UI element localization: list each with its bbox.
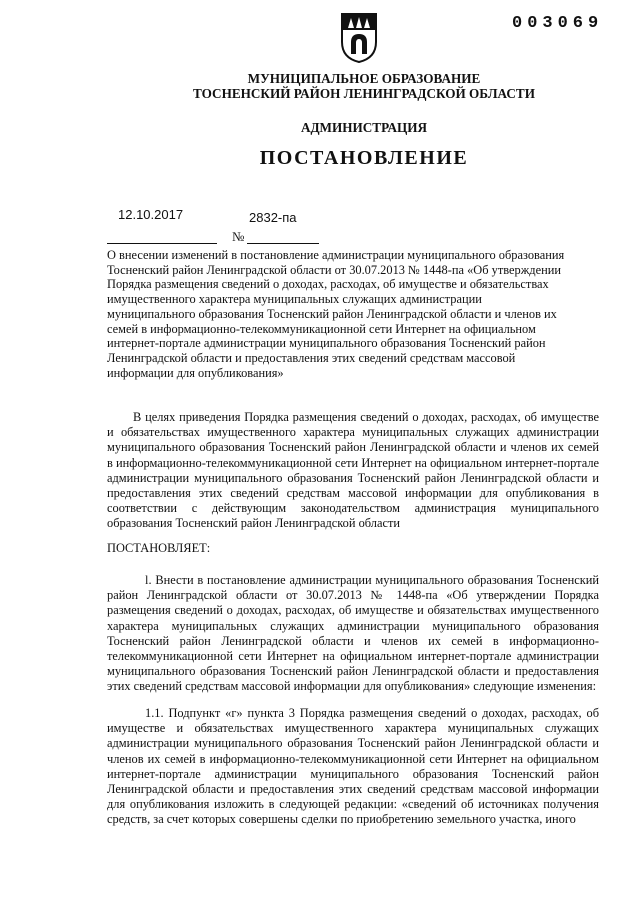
number-underline: [247, 243, 319, 244]
resolves-heading: ПОСТАНОВЛЯЕТ:: [107, 541, 211, 555]
date-underline: [107, 243, 217, 244]
municipality-title: МУНИЦИПАЛЬНОЕ ОБРАЗОВАНИЕ: [247, 71, 481, 86]
district-title: ТОСНЕНСКИЙ РАЙОН ЛЕНИНГРАДСКОЙ ОБЛАСТИ: [193, 86, 535, 101]
preamble-paragraph: В целях приведения Порядка размещения сведений о доходах, расходах, об имуществе и обязательствах имущественного характера муниципальных служащих администрации муниципального образования Тосненский район Ленинградской области и членов их семей в информационно-телекоммуникационной сети Интернет на официальном интернет-портале администрации муниципального образования Тосненский район Ленинградской области и предоставления этих сведений средствам массовой информации для опубликования в соответствии с действующим законодательством администрация муниципального образования Тосненский район Ленинградской области: [107, 410, 599, 531]
number-sign: №: [232, 229, 245, 244]
clause-1-1: 1.1. Подпункт «г» пункта 3 Порядка размещения сведений о доходах, расходах, об имуществе и обязательствах имущественного характера муниципальных служащих администрации муниципального образования Тосненский район Ленинградской области и членов их семей в информационно-телекоммуникационной сети Интернет на официальном интернет-портале администрации муниципального образования Тосненский район Ленинградской области и предоставления этих сведений средствам массовой информации для опубликования изложить в следующей редакции: «сведений об источниках получения средств, за счет которых совершены сделки по приобретению земельного участка, иного: [107, 706, 599, 827]
decree-date: 12.10.2017: [118, 207, 184, 222]
document-serial-number: 003069: [512, 14, 604, 33]
administration-title: АДМИНИСТРАЦИЯ: [300, 120, 428, 135]
decree-number: 2832-па: [249, 210, 297, 225]
decree-subject: О внесении изменений в постановление администрации муниципального образования Тосненский район Ленинградской области от 30.07.2013 № 1448-па «Об утверждении Порядка размещения сведений о доходах, расходах, об имуществе и обязательствах имущественного характера муниципальных служащих администрации муниципального образования Тосненский район Ленинградской области и членов их семей в информационно-телекоммуникационной сети Интернет на официальном интернет-портале администрации муниципального образования Тосненский район Ленинградской области и предоставления этих сведений средствам массовой информации для опубликования»: [107, 248, 565, 380]
clause-1: l. Внести в постановление администрации муниципального образования Тосненский район Ленинградской области от 30.07.2013 № 1448-па «Об утверждении Порядка размещения сведений о доходах, расходах, об имуществе и обязательствах имущественного характера муниципальных служащих администрации муниципального образования Тосненский район Ленинградской области и членов их семей в информационно-телекоммуникационной сети Интернет на официальном интернет-портале администрации муниципального образования Тосненский район Ленинградской области и предоставления этих сведений средствам массовой информации для опубликования» следующие изменения:: [107, 573, 599, 694]
document-type-title: ПОСТАНОВЛЕНИЕ: [259, 147, 469, 169]
coat-of-arms-icon: [340, 12, 378, 64]
